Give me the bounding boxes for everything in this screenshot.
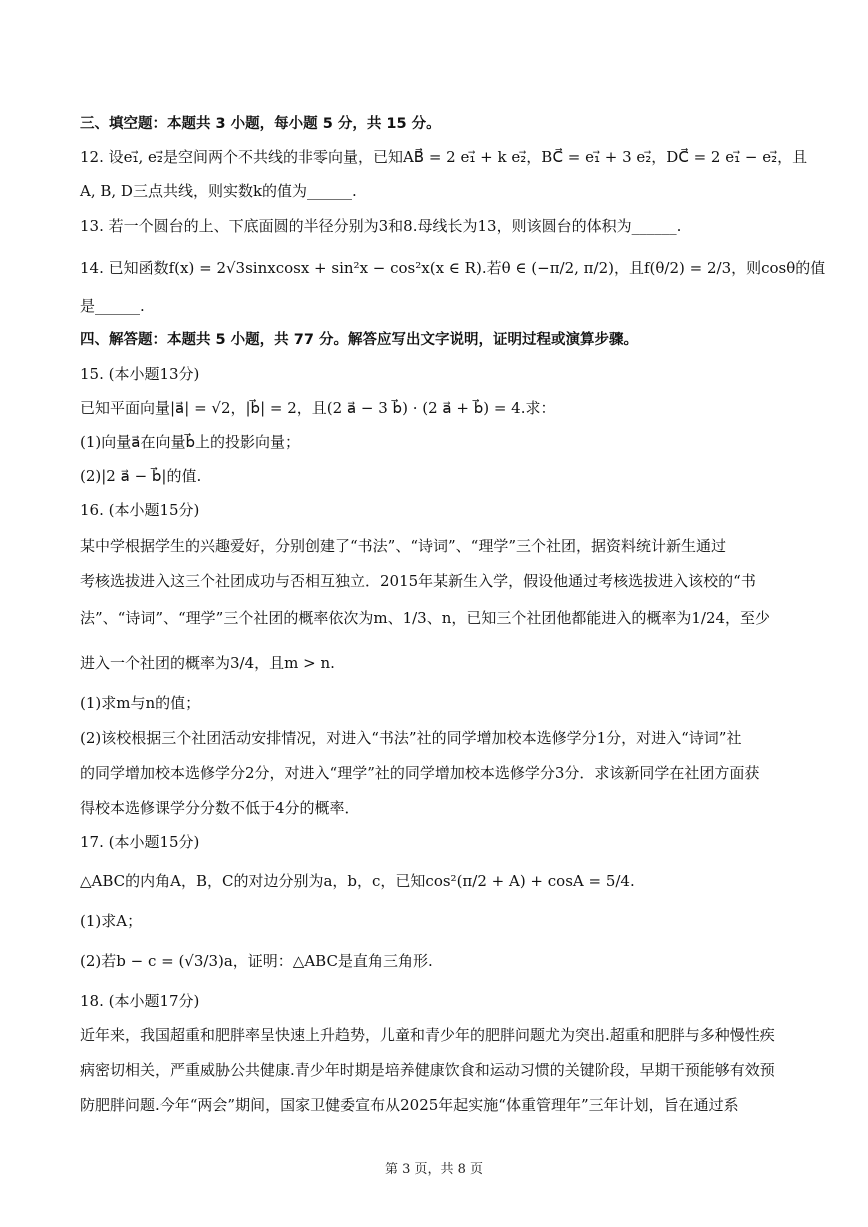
question-18-header: 18. (本小题17分) xyxy=(80,992,200,1010)
question-14-line-1: 14. 已知函数f(x) = 2√3sinxcosx + sin²x − cos²x(x ∈ R).若θ ∈ (−π/2, π/2)，且f(θ/2) = 2/3，则cosθ的值 xyxy=(80,259,826,277)
question-16-stem-2: 考核选拔进入这三个社团成功与否相互独立．2015年某新生入学，假设他通过考核选拔进入该校的“书 xyxy=(80,572,756,590)
question-17-header: 17. (本小题15分) xyxy=(80,833,200,851)
question-14-line-2: 是______. xyxy=(80,297,145,315)
question-16-header: 16. (本小题15分) xyxy=(80,501,200,519)
question-16-part-2-line-2: 的同学增加校本选修学分2分，对进入“理学”社的同学增加校本选修学分3分．求该新同学在社团方面获 xyxy=(80,764,760,782)
question-13: 13. 若一个圆台的上、下底面圆的半径分别为3和8.母线长为13，则该圆台的体积为______. xyxy=(80,217,682,235)
question-16-stem-4: 进入一个社团的概率为3/4，且m > n. xyxy=(80,654,335,672)
question-17-stem: △ABC的内角A，B，C的对边分别为a，b，c，已知cos²(π/2 + A) + cosA = 5/4. xyxy=(80,872,635,890)
question-16-stem-3: 法”、“诗词”、“理学”三个社团的概率依次为m、1/3、n，已知三个社团他都能进入的概率为1/24，至少 xyxy=(80,609,771,627)
question-18-stem-1: 近年来，我国超重和肥胖率呈快速上升趋势，儿童和青少年的肥胖问题尤为突出.超重和肥胖与多种慢性疾 xyxy=(80,1026,775,1044)
question-15-part-2: (2)|2 a⃗ − b⃗|的值. xyxy=(80,467,202,485)
question-18-stem-2: 病密切相关，严重威胁公共健康.青少年时期是培养健康饮食和运动习惯的关键阶段，早期干预能够有效预 xyxy=(80,1061,775,1079)
page-footer: 第 3 页，共 8 页 xyxy=(384,1162,484,1177)
question-16-part-2-line-3: 得校本选修课学分分数不低于4分的概率． xyxy=(80,799,360,817)
question-12-line-1: 12. 设e₁⃗, e₂⃗是空间两个不共线的非零向量，已知AB⃗ = 2 e₁⃗ + k e₂⃗，BC⃗ = e₁⃗ + 3 e₂⃗，DC⃗ = 2 e₁⃗ − e₂⃗，且 xyxy=(80,148,808,166)
question-15-part-1: (1)向量a⃗在向量b⃗上的投影向量； xyxy=(80,433,300,451)
question-16-part-2-line-1: (2)该校根据三个社团活动安排情况，对进入“书法”社的同学增加校本选修学分1分，对进入“诗词”社 xyxy=(80,729,742,747)
question-18-stem-3: 防肥胖问题.今年“两会”期间，国家卫健委宣布从2025年起实施“体重管理年”三年计划，旨在通过系 xyxy=(80,1096,739,1114)
question-16-part-1: (1)求m与n的值； xyxy=(80,694,201,712)
section-heading-answer: 四、解答题：本题共 5 小题，共 77 分。解答应写出文字说明，证明过程或演算步骤。 xyxy=(80,332,638,348)
question-17-part-1: (1)求A； xyxy=(80,912,143,930)
question-16-stem-1: 某中学根据学生的兴趣爱好，分别创建了“书法”、“诗词”、“理学”三个社团，据资料统计新生通过 xyxy=(80,537,727,555)
question-15-header: 15. (本小题13分) xyxy=(80,365,200,383)
section-heading-fill-in: 三、填空题：本题共 3 小题，每小题 5 分，共 15 分。 xyxy=(80,116,441,132)
question-15-stem: 已知平面向量|a⃗| = √2，|b⃗| = 2，且(2 a⃗ − 3 b⃗) · (2 a⃗ + b⃗) = 4.求： xyxy=(80,399,556,417)
question-12-line-2: A, B, D三点共线，则实数k的值为______. xyxy=(80,182,357,200)
question-17-part-2: (2)若b − c = (√3/3)a，证明：△ABC是直角三角形. xyxy=(80,952,433,970)
